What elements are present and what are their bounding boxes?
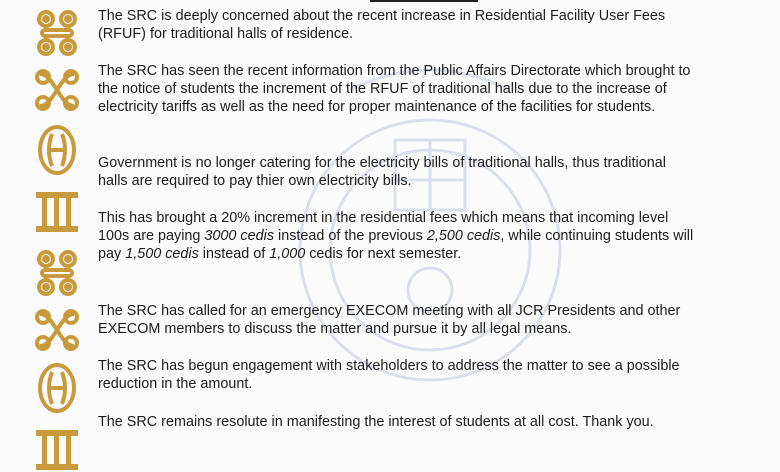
adinkra-spiral-icon [34, 248, 80, 298]
paragraph [98, 154, 698, 190]
text-run: The SRC has called for an emergency EXECOM meeting with all JCR Presidents and other EXECOM members to discuss the matter and pursue it by all legal means. [98, 303, 681, 338]
paragraph [98, 302, 698, 338]
text-run: This has brought a 20% increment in the residential fees which means that incoming level 100s are paying [98, 210, 669, 245]
paragraph [98, 357, 698, 393]
paragraph [98, 413, 698, 431]
text-run: instead of the previous [274, 228, 427, 245]
text-run: The SRC remains resolute in manifesting the interest of students at all cost. Thank you. [98, 414, 654, 430]
text-run: The SRC has begun engagement with stakeholders to address the matter to see a possible reduction in the amount. [98, 358, 680, 393]
adinkra-knot-icon [34, 308, 80, 352]
paragraph [98, 7, 698, 43]
adinkra-sidebar [0, 0, 84, 470]
adinkra-oval-icon [34, 362, 80, 414]
text-run: Government is no longer catering for the electricity bills of traditional halls, thus traditional halls are required to pay thier own electricity bills. [98, 155, 666, 190]
adinkra-oval-icon [34, 124, 80, 176]
top-divider [370, 0, 478, 2]
italic-amount: 2,500 cedis [426, 228, 501, 245]
paragraph [98, 62, 698, 117]
adinkra-spiral-icon [34, 8, 80, 58]
text-run: The SRC is deeply concerned about the recent increase in Residential Facility User Fees (RFUF) for traditional halls of residence. [98, 8, 666, 43]
italic-amount: 3000 cedis [204, 228, 275, 245]
text-run: The SRC has seen the recent information from the Public Affairs Directorate which brought to the notice of students the increment of the RFUF of traditional halls due to the increase of electricity tariffs as well as the need for proper maintenance of the facilities for students. [98, 63, 691, 116]
adinkra-knot-icon [34, 68, 80, 112]
italic-amount: 1,500 cedis [125, 246, 199, 263]
text-run: cedis for next semester. [305, 246, 462, 263]
italic-amount: 1,000 [269, 246, 306, 263]
adinkra-ladder-icon [34, 190, 80, 234]
adinkra-ladder-icon [34, 428, 80, 472]
paragraph [98, 209, 698, 264]
text-run: , while continuing students will pay [98, 228, 694, 263]
text-run: instead of [198, 246, 270, 263]
